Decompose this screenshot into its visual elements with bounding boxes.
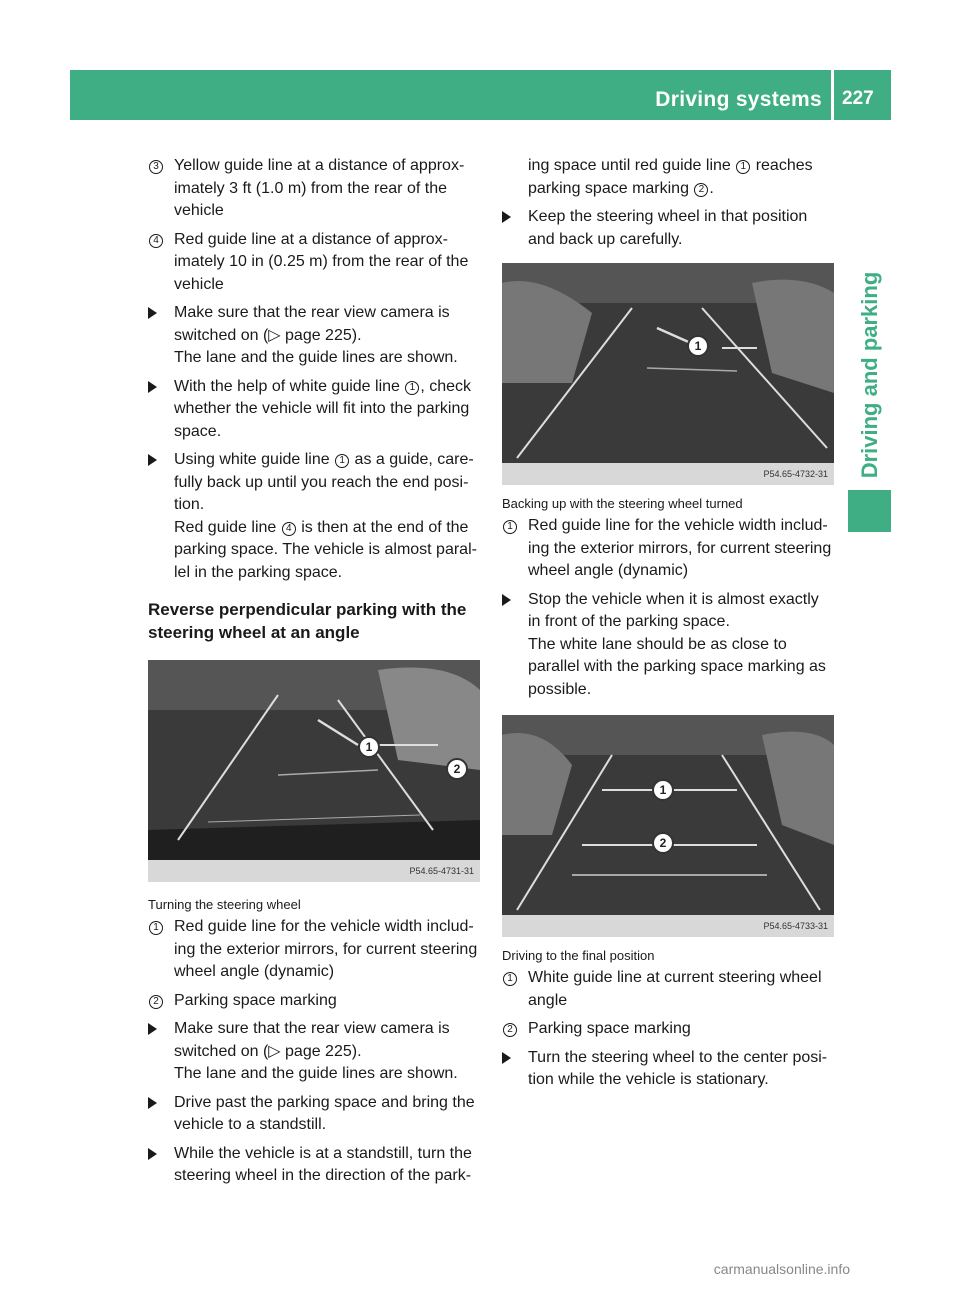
- instruction-drive-past: Drive past the parking space and bring the vehicle to a standstill.: [148, 1092, 480, 1137]
- arrow-bullet-icon: [502, 211, 511, 223]
- instruction-stop-vehicle: Stop the vehicle when it is almost exactly in front of the parking space. The white lane should be as close to parallel with the parking space marking as possible.: [502, 589, 834, 702]
- arrow-bullet-icon: [148, 1023, 157, 1035]
- photo-caption: Turning the steering wheel: [148, 897, 301, 912]
- instruction-back-up: Using white guide line 1 as a guide, carefully back up until you reach the end position. Red guide line 4 is then at the end of the parking space. The vehicle is almost parallel in the parking space.: [148, 449, 480, 584]
- photo-caption: Backing up with the steering wheel turned: [502, 496, 743, 511]
- photo-code: P54.65-4733-31: [502, 915, 834, 937]
- instruction-keep-wheel: Keep the steering wheel in that position and back up carefully.: [502, 206, 834, 251]
- header-separator: [831, 70, 834, 120]
- page-ref-link[interactable]: page 225).: [285, 1042, 362, 1060]
- right-column: [502, 155, 834, 1098]
- page-ref-icon: ▷: [268, 326, 286, 344]
- photo-callout-2: 2: [652, 832, 674, 854]
- side-tab-block: [848, 490, 891, 532]
- camera-image-turning: [148, 660, 480, 882]
- callout-4-icon: 4: [149, 234, 163, 248]
- arrow-bullet-icon: [148, 381, 157, 393]
- caption-item-1: 1 Red guide line for the vehicle width including the exterior mirrors, for current steering wheel angle (dynamic): [502, 515, 834, 583]
- instruction-continued: ing space until red guide line 1 reaches parking space marking 2 .: [528, 157, 813, 197]
- instruction-center-wheel: Turn the steering wheel to the center position while the vehicle is stationary.: [502, 1047, 834, 1092]
- instruction-camera-on-2: Make sure that the rear view camera is switched on (▷ page 225). The lane and the guide lines are shown.: [148, 1018, 480, 1086]
- page-ref-link[interactable]: page 225).: [285, 326, 362, 344]
- arrow-bullet-icon: [148, 307, 157, 319]
- arrow-bullet-icon: [502, 1052, 511, 1064]
- legend-item-3: 3 Yellow guide line at a distance of approximately 3 ft (1.0 m) from the rear of the vehicle: [148, 155, 480, 223]
- caption-item-1: 1 Red guide line for the vehicle width including the exterior mirrors, for current steering wheel angle (dynamic): [148, 916, 480, 984]
- caption-item-2: 2 Parking space marking: [148, 990, 480, 1013]
- instruction-camera-on: Make sure that the rear view camera is switched on (▷ page 225). The lane and the guide lines are shown.: [148, 302, 480, 370]
- photo-callout-2: 2: [446, 758, 468, 780]
- left-column: [148, 155, 480, 1194]
- caption-item-2: 2 Parking space marking: [502, 1018, 834, 1041]
- photo-code: P54.65-4732-31: [502, 463, 834, 485]
- arrow-bullet-icon: [148, 1148, 157, 1160]
- page-ref-icon: ▷: [268, 1042, 286, 1060]
- section-title: Driving systems: [655, 88, 822, 111]
- photo-caption: Driving to the final position: [502, 948, 655, 963]
- instruction-turn-wheel: While the vehicle is at a standstill, turn the steering wheel in the direction of the park-: [148, 1143, 480, 1188]
- photo-code: P54.65-4731-31: [148, 860, 480, 882]
- page-number: 227: [842, 88, 874, 109]
- footer-watermark: carmanualsonline.info: [713, 1261, 850, 1277]
- callout-3-icon: 3: [149, 160, 163, 174]
- arrow-bullet-icon: [502, 594, 511, 606]
- arrow-bullet-icon: [148, 1097, 157, 1109]
- caption-item-1: 1 White guide line at current steering wheel angle: [502, 967, 834, 1012]
- camera-image-backing: [502, 263, 834, 485]
- side-tab-label: Driving and parking: [857, 271, 882, 479]
- camera-image-final: [502, 715, 834, 937]
- photo-callout-1: 1: [358, 736, 380, 758]
- legend-item-4: 4 Red guide line at a distance of approximately 10 in (0.25 m) from the rear of the vehicle: [148, 229, 480, 297]
- photo-callout-1: 1: [687, 335, 709, 357]
- instruction-check-fit: With the help of white guide line 1 , check whether the vehicle will fit into the parking space.: [148, 376, 480, 444]
- photo-callout-1: 1: [652, 779, 674, 801]
- section-heading: Reverse perpendicular parking with the steering wheel at an angle: [148, 600, 467, 642]
- arrow-bullet-icon: [148, 454, 157, 466]
